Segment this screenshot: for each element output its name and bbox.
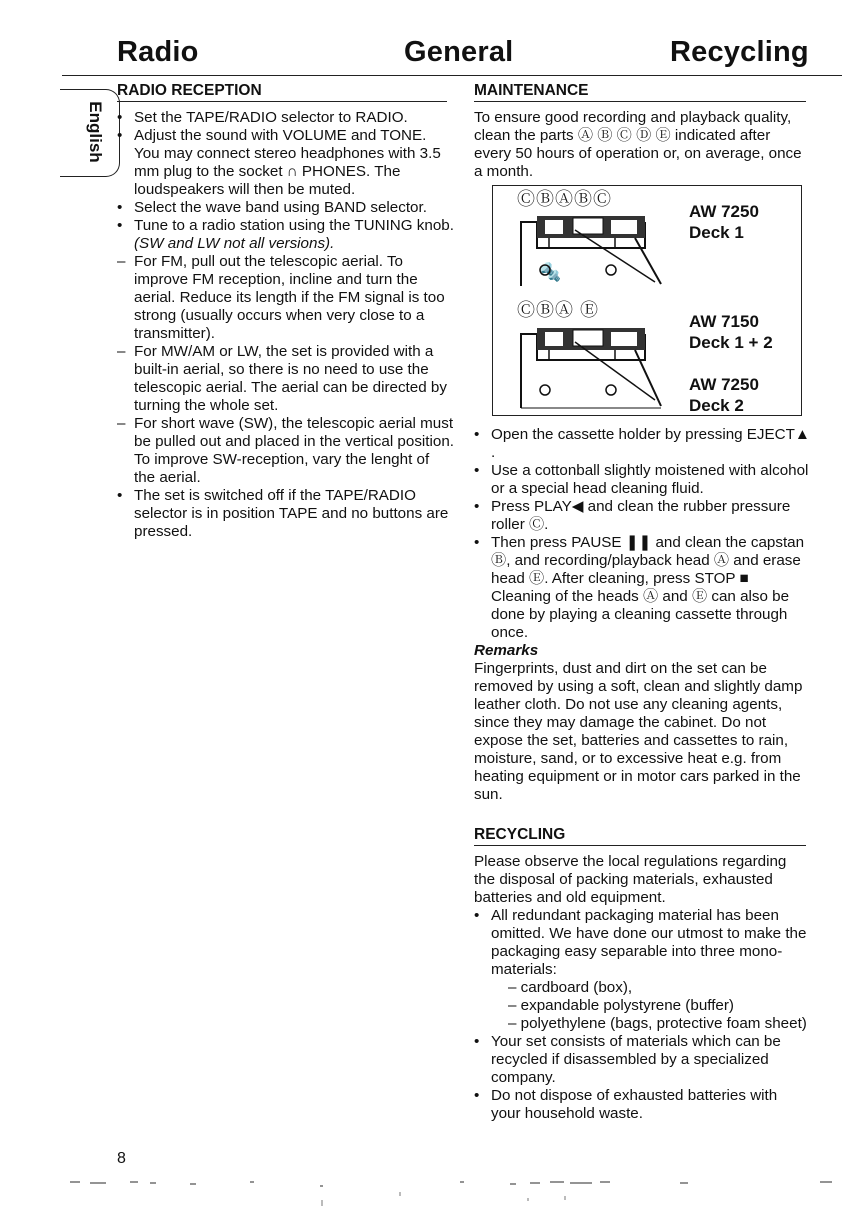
list-item-text: Set the TAPE/RADIO selector to RADIO. xyxy=(134,109,408,126)
dash: – xyxy=(117,415,126,432)
list-item xyxy=(117,343,454,415)
deck-label: Deck 1 xyxy=(689,223,744,242)
remarks-text: Fingerprints, dust and dirt on the set can be removed by using a soft, clean and slightly damp leather cloth. Do not use any cleaning agents, since they may damage the cabinet. Do not expose the set, batteries and cassettes to rain, moisture, sand, or to excessive heat e.g. from heating equipment or in motor cars parked in the sun. xyxy=(474,660,803,803)
list-item xyxy=(474,462,810,498)
maintenance-list xyxy=(474,426,810,642)
page-number: 8 xyxy=(117,1150,126,1167)
model-label: AW 7250 xyxy=(689,202,759,221)
dash: – xyxy=(117,253,126,270)
list-item-text: Your set consists of materials which can be recycled if disassembled by a specialized company. xyxy=(491,1033,781,1086)
figure-letters-top: ⒸⒷⒶⒷⒸ xyxy=(517,189,612,209)
svg-text:🔩: 🔩 xyxy=(539,262,562,283)
list-item xyxy=(117,199,454,217)
header-recycling: Recycling xyxy=(670,36,809,68)
bullet: • xyxy=(474,426,480,443)
right-column xyxy=(474,82,810,1123)
sub-item: – polyethylene (bags, protective foam sheet) xyxy=(508,1015,807,1032)
list-item-text: The set is switched off if the TAPE/RADIO selector is in position TAPE and no buttons are pressed. xyxy=(134,487,449,540)
bullet: • xyxy=(117,199,123,216)
recycling-intro: Please observe the local regulations regarding the disposal of packing materials, exhausted batteries and old equipment. xyxy=(474,853,787,906)
bullet: • xyxy=(474,907,480,924)
list-item-text: Adjust the sound with VOLUME and TONE. You may connect stereo headphones with 3.5 mm plug to the socket ∩ PHONES. The loudspeakers will then be muted. xyxy=(134,127,441,198)
remarks-title: Remarks xyxy=(474,642,539,659)
list-item-text: For FM, pull out the telescopic aerial. To improve FM reception, incline and turn the aerial. Reduce its length if the FM signal is too strong (usually occurs when very close to a transmitter). xyxy=(134,253,445,342)
recycling-list xyxy=(474,907,810,1123)
bullet: • xyxy=(474,1087,480,1104)
list-item-text: For short wave (SW), the telescopic aerial must be pulled out and placed in the vertical position. To improve SW-reception, vary the lenght of the aerial. xyxy=(134,415,454,486)
list-item xyxy=(474,1033,810,1087)
maintenance-intro: To ensure good recording and playback quality, clean the parts Ⓐ Ⓑ Ⓒ Ⓓ Ⓔ indicated after every 50 hours of operation or, on average, once a month. xyxy=(474,109,802,180)
deck-label: Deck 1 + 2 xyxy=(689,333,773,352)
scan-noise xyxy=(60,1170,840,1210)
list-item xyxy=(474,426,810,462)
list-item xyxy=(117,415,454,487)
bullet: • xyxy=(474,534,480,551)
maintenance-title: MAINTENANCE xyxy=(474,82,806,102)
list-item xyxy=(474,498,810,534)
list-item xyxy=(117,487,454,541)
list-item xyxy=(474,534,810,642)
bullet: • xyxy=(474,462,480,479)
sub-item: – cardboard (box), xyxy=(508,979,633,996)
bullet: • xyxy=(474,498,480,515)
deck-label: Deck 2 xyxy=(689,396,744,415)
bullet: • xyxy=(117,487,123,504)
bullet: • xyxy=(474,1033,480,1050)
deck-1-drawing-icon xyxy=(515,208,665,288)
recycling-title: RECYCLING xyxy=(474,826,806,846)
language-tab-label: English xyxy=(86,101,105,163)
list-item xyxy=(117,127,454,199)
list-item-text: Open the cassette holder by pressing EJECT▲ . xyxy=(491,426,810,461)
list-item-text: All redundant packaging material has been omitted. We have done our utmost to make the packaging easy separable into three mono-materials: xyxy=(491,907,807,978)
dash: – xyxy=(117,343,126,360)
list-item xyxy=(117,253,454,343)
sub-item: – expandable polystyrene (buffer) xyxy=(508,997,734,1014)
list-item-text: Use a cottonball slightly moistened with alcohol or a special head cleaning fluid. xyxy=(491,462,809,497)
header-radio: Radio xyxy=(117,36,199,68)
list-item-text: For MW/AM or LW, the set is provided with a built-in aerial, so there is no need to use the telescopic aerial. The aerial can be directed by turning the whole set. xyxy=(134,343,447,414)
bullet: • xyxy=(117,217,123,234)
list-item-text: Do not dispose of exhausted batteries with your household waste. xyxy=(491,1087,778,1122)
bullet: • xyxy=(117,127,123,144)
list-item-text: Tune to a radio station using the TUNING knob. xyxy=(134,217,454,234)
header-general: General xyxy=(404,36,514,68)
radio-title: RADIO RECEPTION xyxy=(117,82,447,102)
figure-letters-mid: ⒸⒷⒶ Ⓔ xyxy=(517,300,600,320)
radio-list xyxy=(117,109,454,541)
materials-list xyxy=(491,979,810,1033)
radio-section xyxy=(117,82,454,541)
list-item-text: Press PLAY◀ and clean the rubber pressure roller Ⓒ. xyxy=(491,498,791,533)
list-item xyxy=(474,1087,810,1123)
version-note: (SW and LW not all versions). xyxy=(134,235,335,252)
list-item xyxy=(117,217,454,253)
cassette-deck-figure xyxy=(492,185,802,416)
bullet: • xyxy=(117,109,123,126)
header-rule xyxy=(62,75,842,76)
list-item-text: Then press PAUSE ❚❚ and clean the capstan Ⓑ, and recording/playback head Ⓐ and erase head Ⓔ. After cleaning, press STOP ■ Cleaning of the heads Ⓐ and Ⓔ can also be done by playing a cleaning cassette through once. xyxy=(491,534,805,641)
list-item-text: Select the wave band using BAND selector. xyxy=(134,199,427,216)
model-label: AW 7150 xyxy=(689,312,759,331)
model-label: AW 7250 xyxy=(689,375,759,394)
list-item xyxy=(474,907,810,1033)
deck-2-drawing-icon xyxy=(515,320,665,410)
list-item xyxy=(117,109,454,127)
